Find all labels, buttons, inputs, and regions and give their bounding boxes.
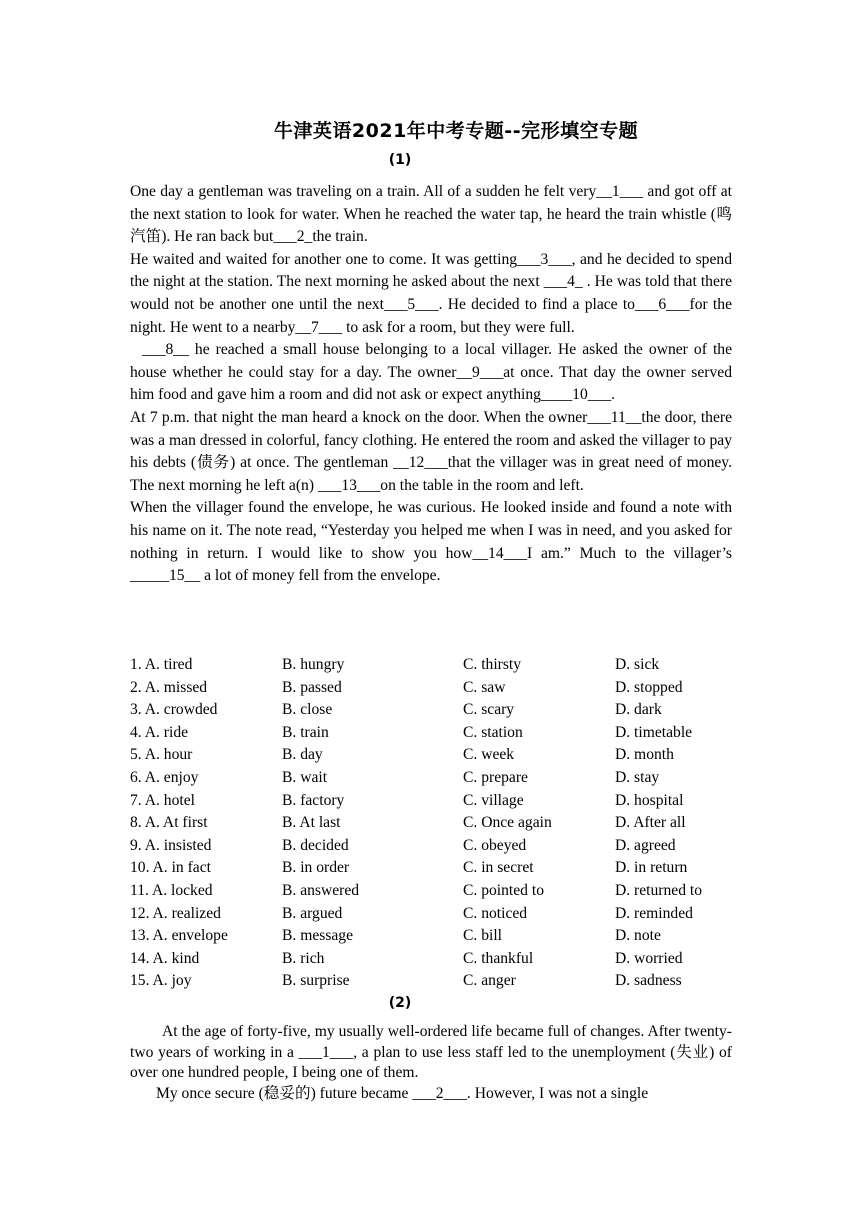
option-choice: B. passed <box>282 678 342 696</box>
option-choice: B. close <box>282 701 333 719</box>
option-choice: C. Once again <box>463 814 552 832</box>
page-title: 牛津英语2021年中考专题--完形填空专题 <box>273 120 639 142</box>
option-choice: B. answered <box>282 881 360 899</box>
option-choice: 14. A. kind <box>130 949 200 967</box>
option-choice: B. surprise <box>282 972 350 990</box>
option-choice: C. thirsty <box>463 656 522 673</box>
option-choice: B. factory <box>282 791 345 809</box>
option-choice: D. hospital <box>615 791 684 809</box>
option-choice: D. sick <box>615 656 660 673</box>
passage-2-paragraph: My once secure (稳妥的) future became ___2___. However, I was not a single <box>156 1084 649 1102</box>
option-choice: D. After all <box>615 814 686 832</box>
option-choice: D. worried <box>615 949 683 967</box>
option-choice: 6. A. enjoy <box>130 768 199 786</box>
option-row <box>130 903 750 926</box>
option-row <box>130 970 750 993</box>
option-choice: 13. A. envelope <box>130 927 228 945</box>
option-choice: 10. A. in fact <box>130 859 211 877</box>
option-choice: D. reminded <box>615 904 693 922</box>
option-row <box>130 699 750 722</box>
option-choice: 12. A. realized <box>130 904 221 922</box>
option-choice: C. in secret <box>463 859 534 877</box>
section-2-label: (2) <box>388 995 412 1011</box>
option-choice: B. train <box>282 723 329 741</box>
option-row <box>130 790 750 813</box>
passage-1-paragraph: When the villager found the envelope, he was curious. He looked inside and found a note with his name on it. The note read, “Yesterday you helped me when I was in need, and you asked for nothing in return. I would like to show you how__14___I am.” Much to the villager’s _____15__ a lot of money fell from the envelope. <box>130 499 732 585</box>
option-choice: 7. A. hotel <box>130 791 195 809</box>
option-choice: D. returned to <box>615 881 703 899</box>
option-choice: D. dark <box>615 701 662 719</box>
passage-1-paragraph: At 7 p.m. that night the man heard a knock on the door. When the owner___11__the door, there was a man dressed in colorful, fancy clothing. He entered the room and asked the villager to pay his debts (债务) at once. The gentleman __12___that the villager was in great need of money. The next morning he left a(n) ___13___on the table in the room and left. <box>130 408 732 494</box>
passage-2 <box>130 1022 732 1104</box>
option-choice: B. in order <box>282 859 350 877</box>
option-choice: 5. A. hour <box>130 746 193 764</box>
option-row <box>130 925 750 948</box>
option-choice: C. prepare <box>463 768 528 786</box>
option-choice: C. week <box>463 746 515 764</box>
option-choice: D. sadness <box>615 972 682 990</box>
option-row <box>130 857 750 880</box>
passage-1-paragraph: ___8__ he reached a small house belonging to a local villager. He asked the owner of the house whether he could stay for a day. The owner__9___at once. That day the owner served him food and gave him a room and did not ask or expect anything____10___. <box>130 341 736 404</box>
option-choice: D. stay <box>615 768 660 786</box>
option-choice: B. hungry <box>282 656 345 673</box>
option-choice: C. bill <box>463 927 502 945</box>
passage-1-paragraph: One day a gentleman was traveling on a train. All of a sudden he felt very__1___ and got off at the next station to look for water. When he reached the water tap, he heard the train whistle (鸣汽笛). He ran back but___2_the train. <box>130 183 732 246</box>
option-choice: B. At last <box>282 814 341 832</box>
option-choice: C. scary <box>463 701 515 719</box>
option-row <box>130 767 750 790</box>
option-choice: C. noticed <box>463 904 528 922</box>
option-choice: D. note <box>615 927 661 945</box>
option-choice: B. wait <box>282 768 328 786</box>
option-choice: 1. A. tired <box>130 656 193 673</box>
passage-1-paragraph: He waited and waited for another one to come. It was getting___3___, and he decided to spend the night at the station. The next morning he asked about the next ___4_ . He was told that there would not be another one until the next___5___. He decided to find a place to___6___for the night. He went to a nearby__7___ to ask for a room, but they were full. <box>130 250 732 336</box>
option-choice: 3. A. crowded <box>130 701 218 719</box>
option-choice: 9. A. insisted <box>130 836 212 854</box>
option-choice: C. obeyed <box>463 836 527 854</box>
option-row <box>130 722 750 745</box>
option-choice: 4. A. ride <box>130 723 189 741</box>
passage-2-paragraph: At the age of forty-five, my usually well-ordered life became full of changes. After twenty-two years of working in a ___1___, a plan to use less staff led to the unemployment (失业) of over one hundred people, I being one of them. <box>130 1023 732 1081</box>
option-choice: D. month <box>615 746 674 764</box>
option-choice: B. day <box>282 746 323 764</box>
answer-options <box>130 654 750 993</box>
option-choice: B. rich <box>282 949 325 967</box>
option-choice: D. timetable <box>615 723 693 741</box>
option-choice: C. saw <box>463 678 506 696</box>
option-row <box>130 654 750 677</box>
option-choice: D. agreed <box>615 836 676 854</box>
option-choice: C. village <box>463 791 524 809</box>
option-row <box>130 948 750 971</box>
option-choice: C. thankful <box>463 949 534 967</box>
passage-1 <box>130 181 736 588</box>
option-choice: 2. A. missed <box>130 678 208 696</box>
option-row <box>130 677 750 700</box>
option-choice: D. stopped <box>615 678 683 696</box>
option-choice: C. pointed to <box>463 881 544 899</box>
option-row <box>130 812 750 835</box>
section-1-label: (1) <box>388 152 412 168</box>
option-choice: C. anger <box>463 972 516 990</box>
option-choice: B. decided <box>282 836 349 854</box>
option-choice: C. station <box>463 723 523 741</box>
option-choice: D. in return <box>615 859 688 877</box>
option-row <box>130 880 750 903</box>
option-choice: 15. A. joy <box>130 972 192 990</box>
option-row <box>130 835 750 858</box>
option-choice: B. message <box>282 927 354 945</box>
option-choice: B. argued <box>282 904 343 922</box>
option-row <box>130 744 750 767</box>
option-choice: 8. A. At first <box>130 814 208 832</box>
option-choice: 11. A. locked <box>130 881 213 899</box>
